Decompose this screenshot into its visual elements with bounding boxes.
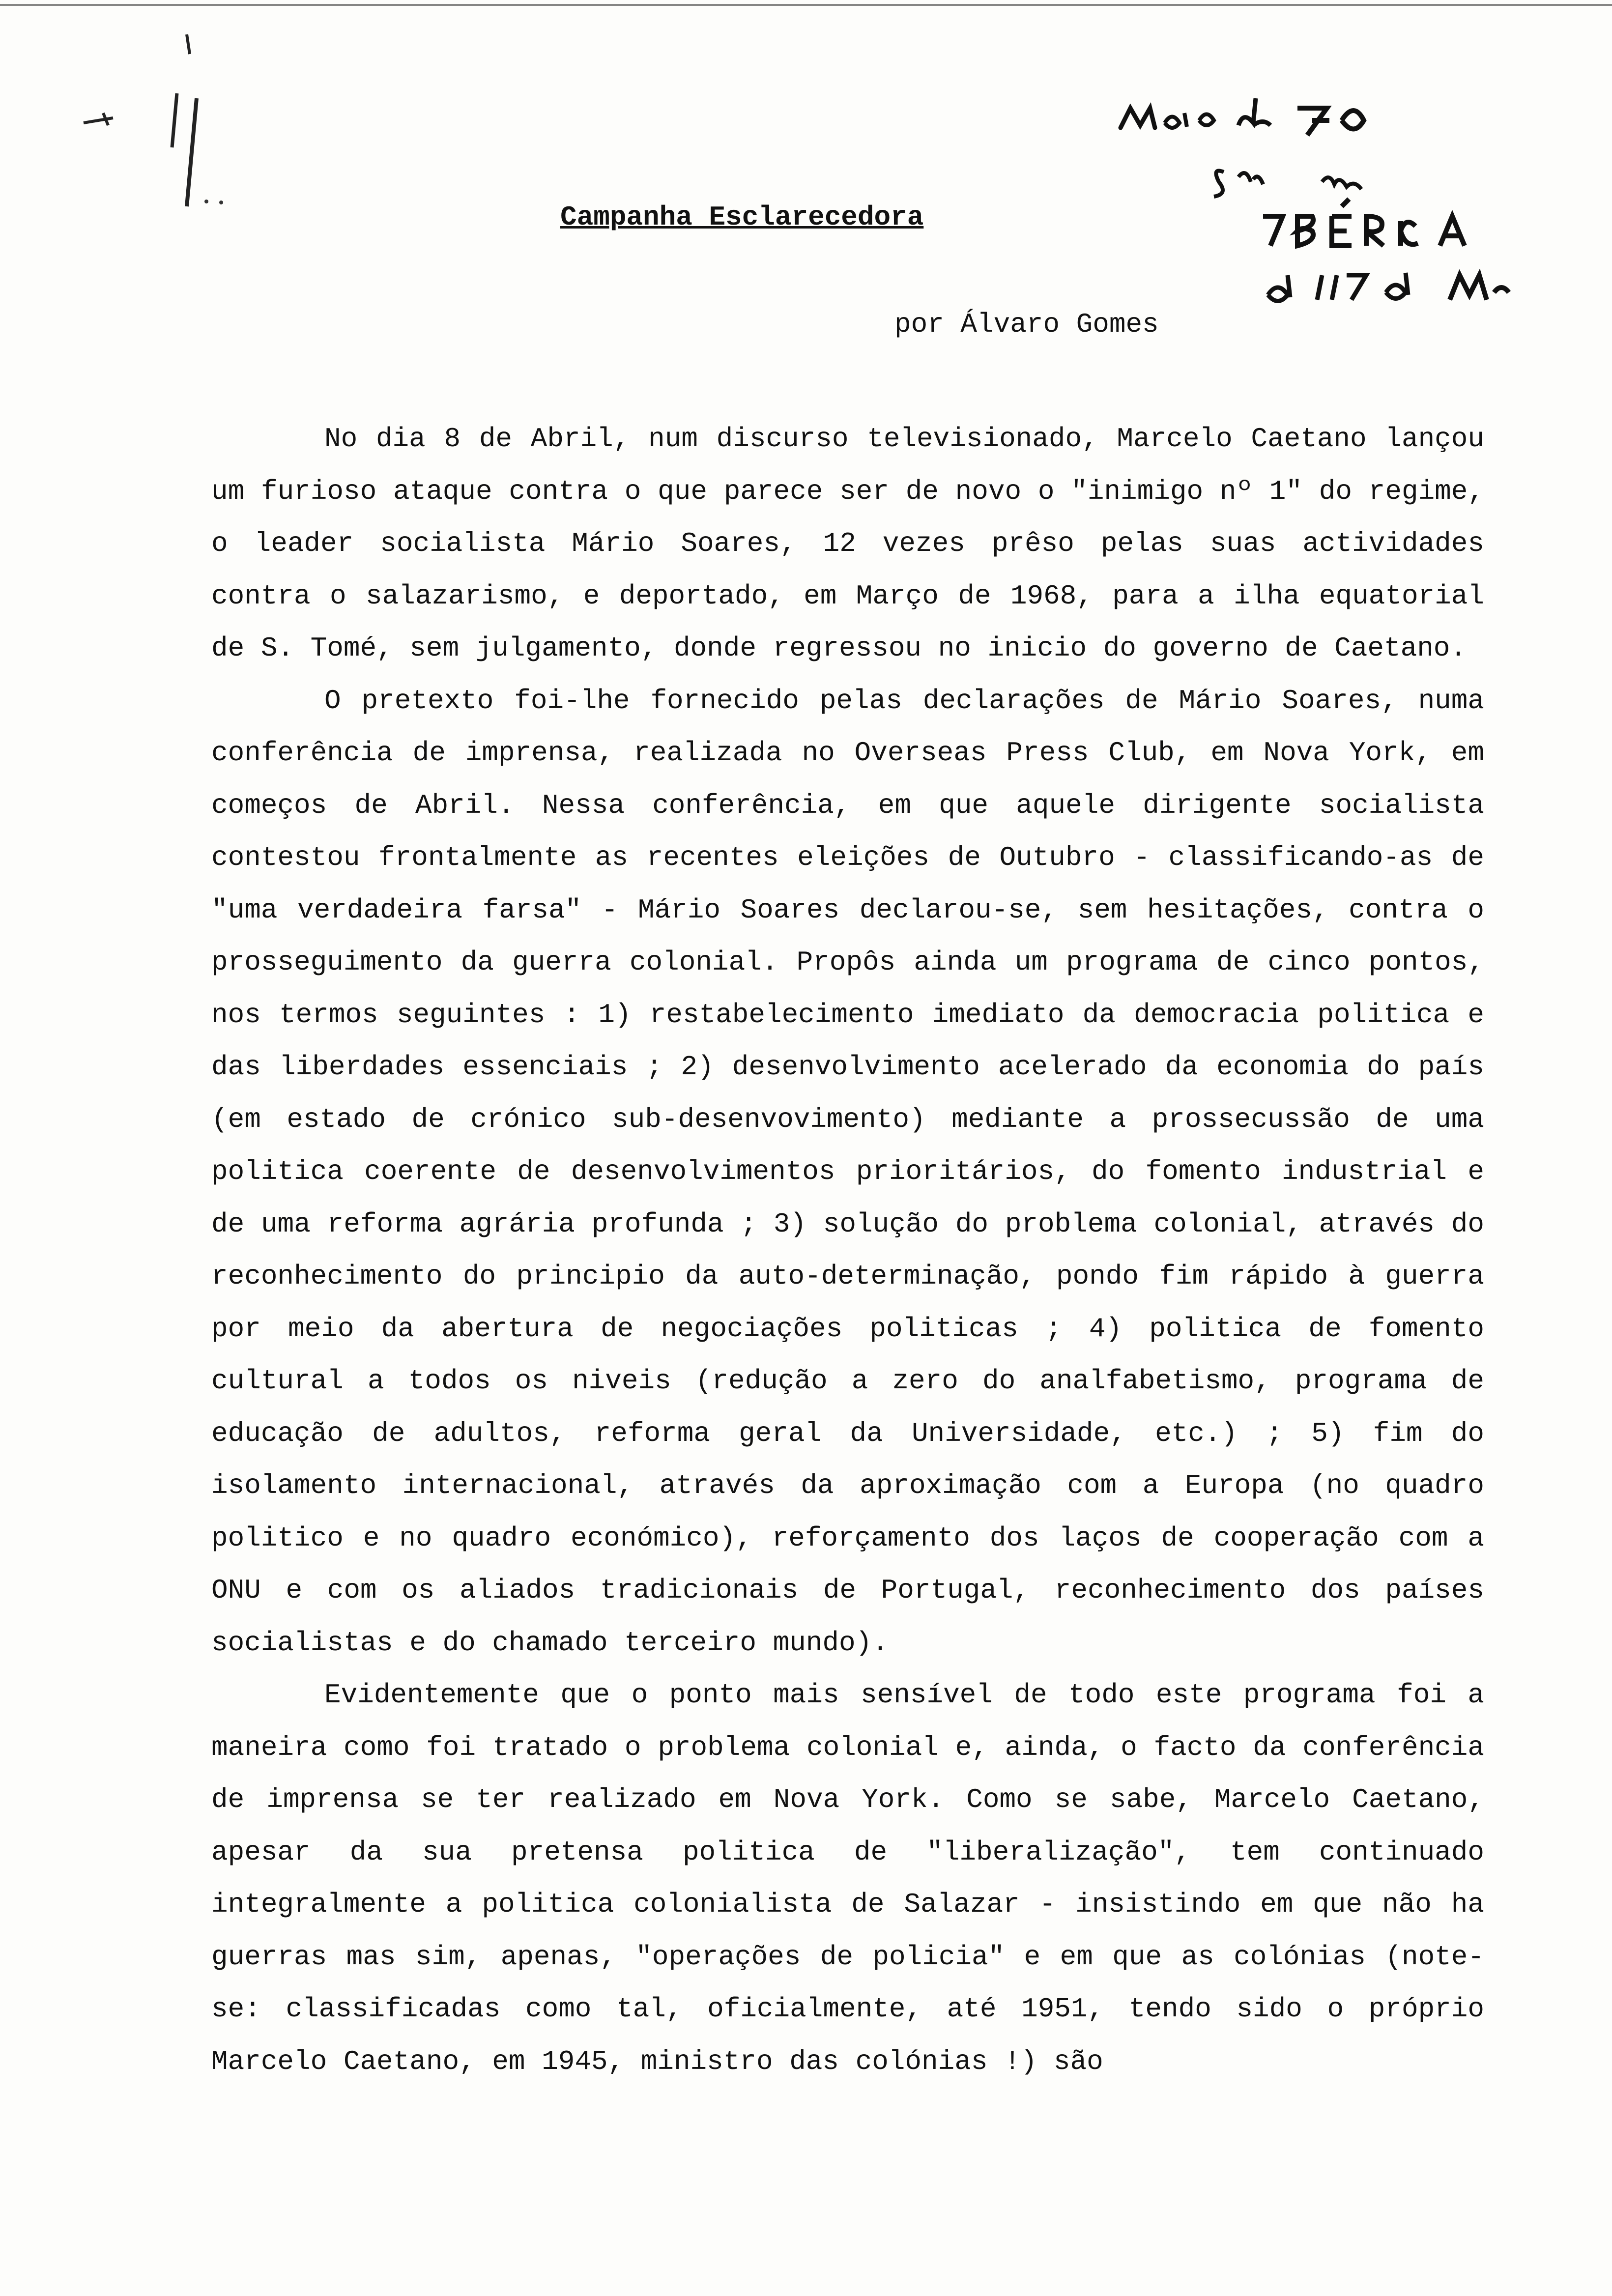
document-title: Campanha Esclarecedora: [560, 201, 924, 233]
paragraph: No dia 8 de Abril, num discurso televisionado, Marcelo Caetano lançou um furioso ataque contra o que parece ser de novo o "inimigo nº 1" do regime, o leader socialista Mário Soares, 12 vezes prêso pelas suas actividades contra o salazarismo, e deportado, em Março de 1968, para a ilha equatorial de S. Tomé, sem julgamento, donde regressou no inicio do governo de Caetano.: [211, 423, 1484, 664]
document-byline: por Álvaro Gomes: [894, 309, 1159, 340]
document-body: [211, 413, 1484, 2088]
paragraph: O pretexto foi-lhe fornecido pelas declarações de Mário Soares, numa conferência de imprensa, realizada no Overseas Press Club, em Nova York, em começos de Abril. Nessa conferência, em que aquele dirigente socialista contestou frontalmente as recentes eleições de Outubro - classificando-as de "uma verdadeira farsa" - Mário Soares declarou-se, sem hesitações, contra o prosseguimento da guerra colonial. Propôs ainda um programa de cinco pontos, nos termos seguintes : 1) restabelecimento imediato da democracia politica e das liberdades essenciais ; 2) desenvolvimento acelerado da economia do país (em estado de crónico sub-desenvovimento) mediante a prossecussão de uma politica coerente de desenvolvimentos prioritários, do fomento industrial e de uma reforma agrária profunda ; 3) solução do problema colonial, através do reconhecimento do principio da auto-determinação, pondo fim rápido à guerra por meio da abertura de negociações politicas ; 4) politica de fomento cultural a todos os niveis (redução a zero do analfabetismo, programa de educação de adultos, reforma geral da Universidade, etc.) ; 5) fim do isolamento internacional, através da aproximação com a Europa (no quadro politico e no quadro económico), reforçamento dos laços de cooperação com a ONU e com os aliados tradicionais de Portugal, reconhecimento dos países socialistas e do chamado terceiro mundo).: [211, 685, 1484, 1659]
paragraph: Evidentemente que o ponto mais sensível de todo este programa foi a maneira como foi tratado o problema colonial e, ainda, o facto da conferência de imprensa se ter realizado em Nova York. Como se sabe, Marcelo Caetano, apesar da sua pretensa politica de "liberalização", tem continuado integralmente a politica colonialista de Salazar - insistindo em que não ha guerras mas sim, apenas, "operações de policia" e em que as colónias (note-se: classificadas como tal, oficialmente, até 1951, tendo sido o próprio Marcelo Caetano, em 1945, ministro das colónias !) são: [211, 1679, 1484, 2077]
margin-marks-graphic: [74, 20, 270, 226]
handwritten-annotation: [1106, 98, 1578, 354]
page-top-edge: [0, 4, 1612, 6]
